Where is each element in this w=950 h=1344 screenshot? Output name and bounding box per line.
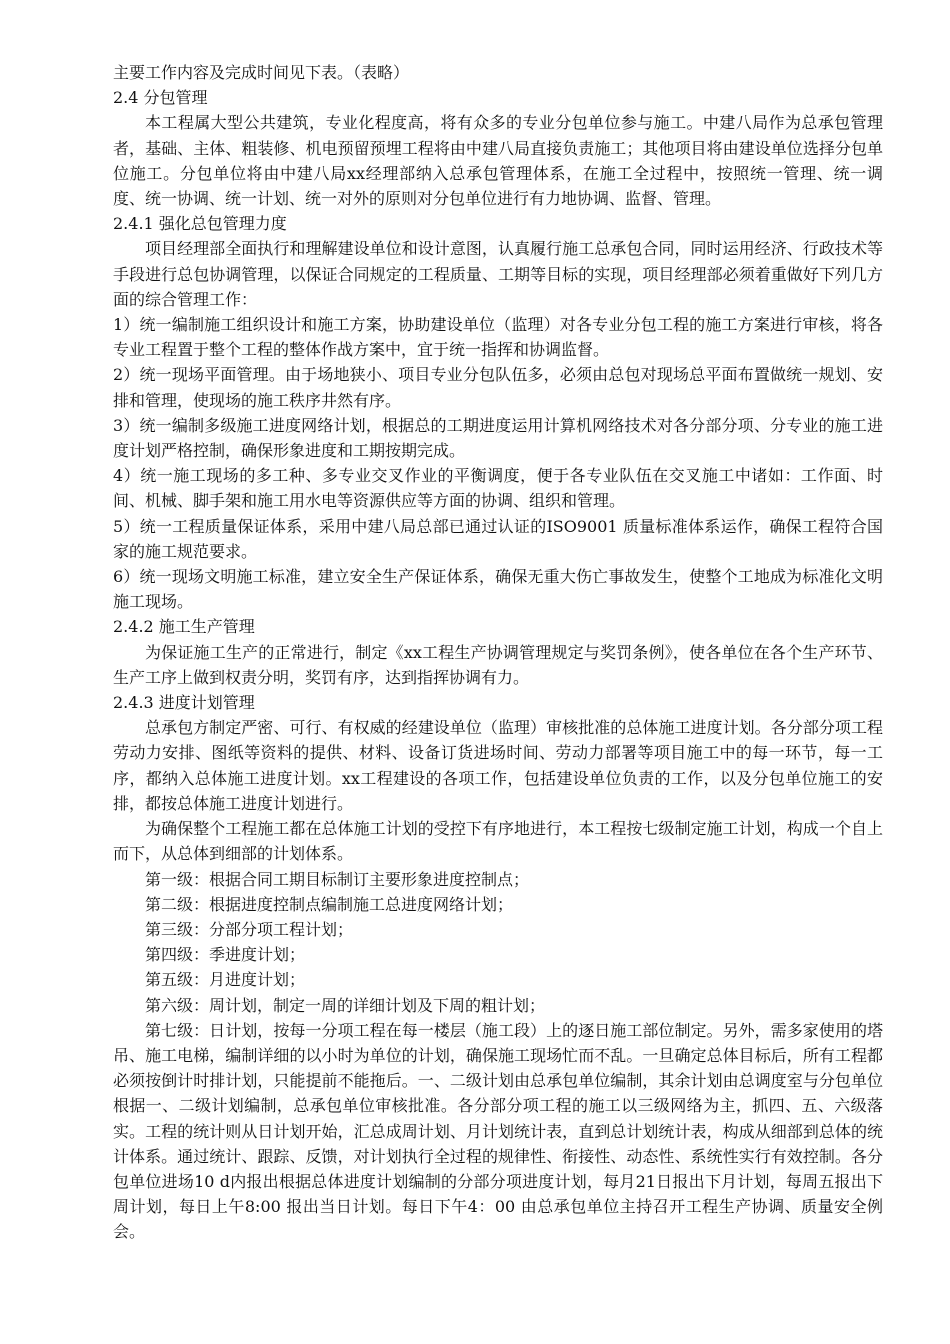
paragraph-schedule-overview: 总承包方制定严密、可行、有权威的经建设单位（监理）审核批准的总体施工进度计划。各分部分项工程劳动力安排、图纸等资料的提供、材料、设备订货进场时间、劳动力部署等项目施工中的每一环节，每一工序，都纳入总体施工进度计划。xx工程建设的各项工作，包括建设单位负责的工作，以及分包单位施工的安排，都按总体施工进度计划进行。 [113,718,883,813]
document-page [113,60,883,1245]
section-heading-2-4-2: 2.4.2 施工生产管理 [113,617,255,637]
paragraph-production-management: 为保证施工生产的正常进行，制定《xx工程生产协调管理规定与奖罚条例》，使各单位在各个生产环节、生产工序上做到权责分明，奖罚有序，达到指挥协调有力。 [113,642,883,687]
plan-level-item: 第四级：季进度计划； [145,945,306,965]
list-item: 1）统一编制施工组织设计和施工方案，协助建设单位（监理）对各专业分包工程的施工方案进行审核，将各专业工程置于整个工程的整体作战方案中，宜于统一指挥和协调监督。 [113,315,883,360]
paragraph-seven-level-plan: 为确保整个工程施工都在总体施工计划的受控下有序地进行，本工程按七级制定施工计划，构成一个自上而下，从总体到细部的计划体系。 [113,819,883,864]
list-item: 4）统一施工现场的多工种、多专业交叉作业的平衡调度，便于各专业队伍在交叉施工中诸如：工作面、时间、机械、脚手架和施工用水电等资源供应等方面的协调、组织和管理。 [113,466,883,511]
section-heading-2-4-3: 2.4.3 进度计划管理 [113,693,255,713]
paragraph-general-contract-management: 项目经理部全面执行和理解建设单位和设计意图，认真履行施工总承包合同，同时运用经济、行政技术等手段进行总包协调管理，以保证合同规定的工程质量、工期等目标的实现，项目经理部必须着重做好下列几方面的综合管理工作： [113,239,883,309]
list-item: 6）统一现场文明施工标准，建立安全生产保证体系，确保无重大伤亡事故发生，使整个工地成为标准化文明施工现场。 [113,567,883,612]
paragraph-daily-plan: 第七级：日计划，按每一分项工程在每一楼层（施工段）上的逐日施工部位制定。另外，需多家使用的塔吊、施工电梯，编制详细的以小时为单位的计划，确保施工现场忙而不乱。一旦确定总体目标后，所有工程都必须按倒计时排计划，只能提前不能拖后。一、二级计划由总承包单位编制，其余计划由总调度室与分包单位根据一、二级计划编制，总承包单位审核批准。各分部分项工程的施工以三级网络为主，抓四、五、六级落实。工程的统计则从日计划开始，汇总成周计划、月计划统计表，直到总计划统计表，构成从细部到总体的统计体系。通过统计、跟踪、反馈，对计划执行全过程的规律性、衔接性、动态性、系统性实行有效控制。各分包单位进场10 d内报出根据总体进度计划编制的分部分项进度计划，每月21日报出下月计划，每周五报出下周计划，每日上午8:00 报出当日计划。每日下午4：00 由总承包单位主持召开工程生产协调、质量安全例会。 [113,1020,883,1242]
list-item: 5）统一工程质量保证体系，采用中建八局总部已通过认证的ISO9001 质量标准体系运作，确保工程符合国家的施工规范要求。 [113,516,883,561]
plan-level-item: 第三级：分部分项工程计划； [145,919,354,939]
list-item: 2）统一现场平面管理。由于场地狭小、项目专业分包队伍多，必须由总包对现场总平面布置做统一规划、安排和管理，使现场的施工秩序井然有序。 [113,365,883,410]
section-heading-2-4-1: 2.4.1 强化总包管理力度 [113,214,287,234]
intro-line: 主要工作内容及完成时间见下表。（表略） [113,63,410,82]
plan-level-item: 第五级：月进度计划； [145,970,306,990]
paragraph-subcontract-management: 本工程属大型公共建筑，专业化程度高，将有众多的专业分包单位参与施工。中建八局作为总承包管理者，基础、主体、粗装修、机电预留预埋工程将由中建八局直接负责施工；其他项目将由建设单位选择分包单位施工。分包单位将由中建八局xx经理部纳入总承包管理体系，在施工全过程中，按照统一管理、统一调度、统一协调、统一计划、统一对外的原则对分包单位进行有力地协调、监督、管理。 [113,113,883,209]
plan-level-item: 第一级：根据合同工期目标制订主要形象进度控制点； [145,869,530,889]
plan-level-item: 第六级：周计划，制定一周的详细计划及下周的粗计划； [145,995,546,1015]
list-item: 3）统一编制多级施工进度网络计划，根据总的工期进度运用计算机网络技术对各分部分项、分专业的施工进度计划严格控制，确保形象进度和工期按期完成。 [113,415,883,461]
plan-level-item: 第二级：根据进度控制点编制施工总进度网络计划； [145,894,514,914]
section-heading-2-4: 2.4 分包管理 [113,88,208,108]
